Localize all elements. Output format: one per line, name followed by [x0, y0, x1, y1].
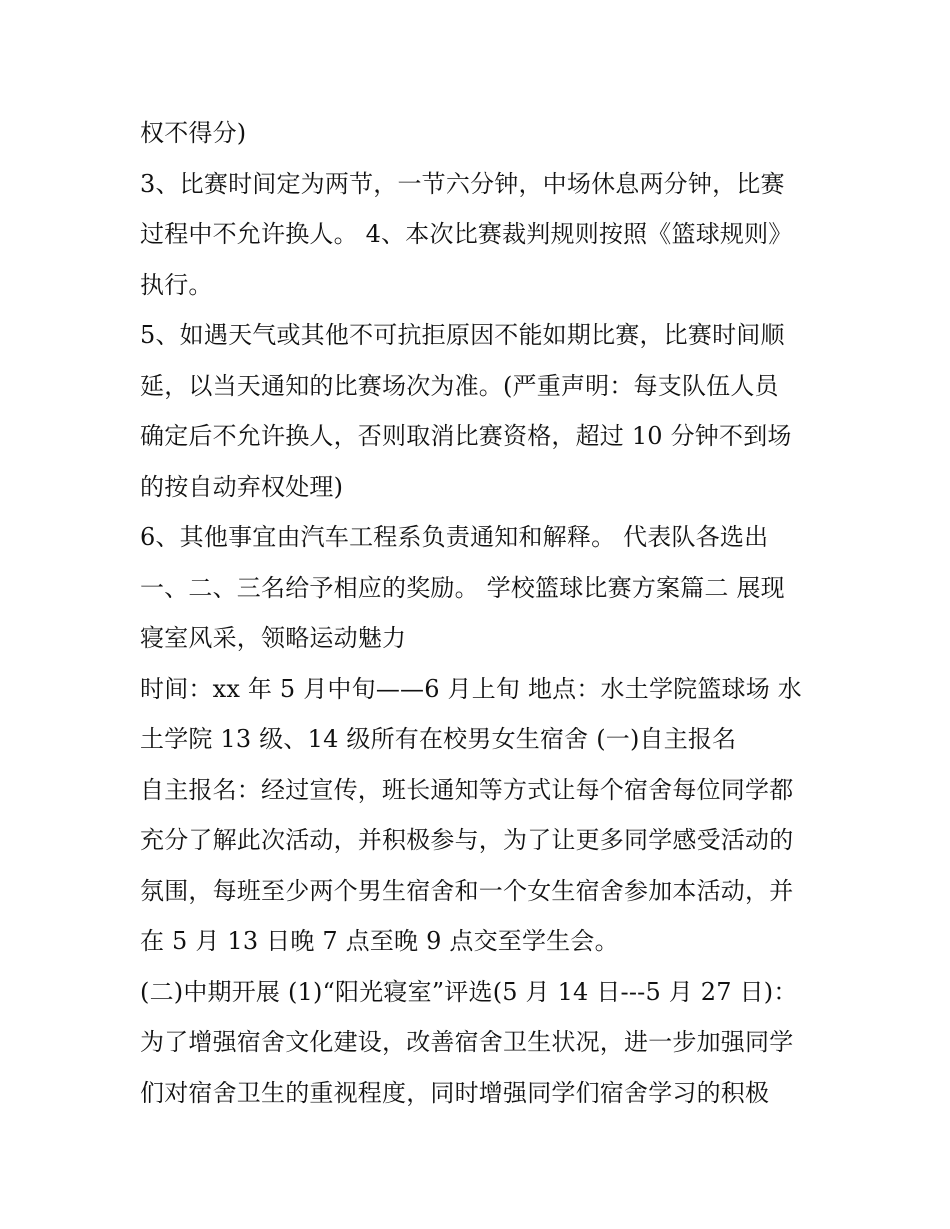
- text-line: 一、二、三名给予相应的奖励。 学校篮球比赛方案篇二 展现: [140, 573, 785, 602]
- text-line: 为了增强宿舍文化建设，改善宿舍卫生状况，进一步加强同学: [140, 1028, 794, 1056]
- text-line: 自主报名：经过宣传，班长通知等方式让每个宿舍每位同学都: [140, 775, 794, 804]
- text-line: 氛围，每班至少两个男生宿舍和一个女生宿舍参加本活动，并: [140, 876, 794, 905]
- text-line: 5、如遇天气或其他不可抗拒原因不能如期比赛，比赛时间顺: [140, 321, 785, 349]
- document-body: [140, 108, 820, 1118]
- text-line: 3、比赛时间定为两节，一节六分钟，中场休息两分钟，比赛: [140, 169, 785, 198]
- text-line: (二)中期开展 (1)“阳光寝室”评选(5 月 14 日---5 月 27 日)：: [140, 977, 798, 1006]
- text-line: 执行。: [140, 270, 213, 299]
- text-line: 时间：xx 年 5 月中旬——6 月上旬 地点：水土学院篮球场 水: [140, 674, 802, 703]
- text-line: 延，以当天通知的比赛场次为准。(严重声明：每支队伍人员: [140, 371, 779, 400]
- text-line: 6、其他事宜由汽车工程系负责通知和解释。 代表队各选出: [140, 523, 769, 551]
- text-line: 们对宿舍卫生的重视程度，同时增强同学们宿舍学习的积极: [140, 1078, 770, 1107]
- text-line: 充分了解此次活动，并积极参与，为了让更多同学感受活动的: [140, 826, 794, 854]
- text-line: 权不得分): [140, 119, 247, 147]
- text-line: 在 5 月 13 日晚 7 点至晚 9 点交至学生会。: [140, 927, 619, 955]
- text-line: 的按自动弃权处理): [140, 472, 344, 501]
- text-line: 寝室风采，领略运动魅力: [140, 624, 407, 652]
- text-line: 确定后不允许换人，否则取消比赛资格，超过 10 分钟不到场: [140, 422, 792, 450]
- text-line: 土学院 13 级、14 级所有在校男女生宿舍 (一)自主报名: [140, 725, 737, 753]
- text-line: 过程中不允许换人。 4、本次比赛裁判规则按照《篮球规则》: [140, 220, 793, 248]
